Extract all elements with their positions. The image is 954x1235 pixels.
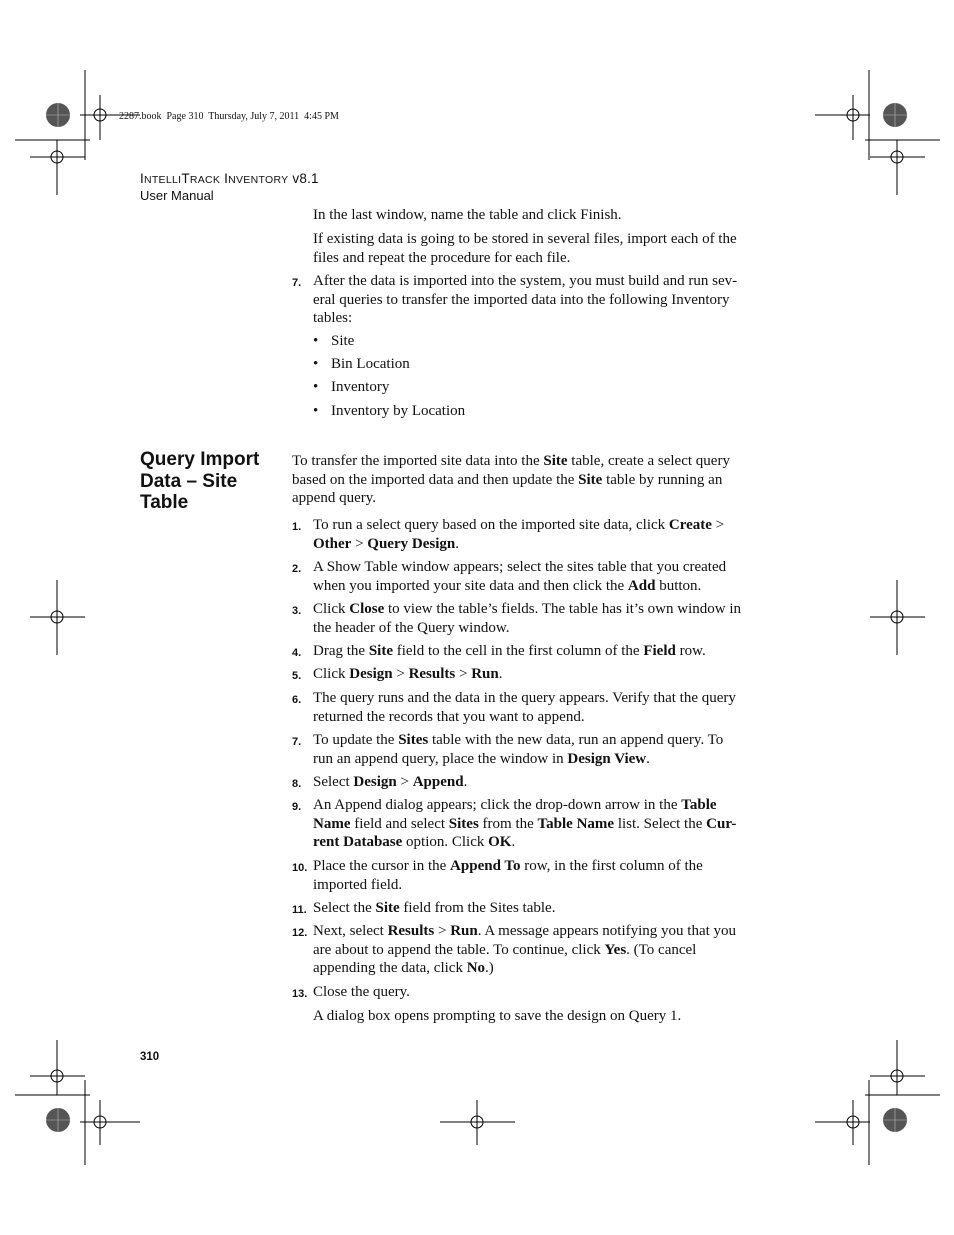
bullet-marker: • xyxy=(313,333,319,349)
step-number: 4. xyxy=(292,647,302,659)
print-info: 2287.book Page 310 Thursday, July 7, 2011 4:45 PM xyxy=(119,111,339,122)
step-number: 13. xyxy=(292,988,308,1000)
step-number: 2. xyxy=(292,563,302,575)
step-text: An Append dialog appears; click the drop-down arrow in the Table Name field and select Sites from the Table Name list. Select the Cur- rent Database option. Click OK. xyxy=(313,797,737,850)
step-number: 7. xyxy=(292,277,302,289)
step-text: Place the cursor in the Append To row, in the first column of the imported field. xyxy=(313,858,703,893)
intro-paragraph-2: If existing data is going to be stored in several files, import each of the files and repeat the procedure for each file. xyxy=(313,231,737,266)
list-item: Site xyxy=(331,333,355,349)
step-number: 10. xyxy=(292,862,308,874)
bullet-marker: • xyxy=(313,356,319,372)
step-text: After the data is imported into the system, you must build and run sev- eral queries to transfer the imported data into the following Inventory tables: xyxy=(313,273,738,326)
step-text: To run a select query based on the imported site data, click Create > Other > Query Design. xyxy=(313,517,725,552)
step-text: Close the query. xyxy=(313,984,410,1000)
step-text: Drag the Site field to the cell in the first column of the Field row. xyxy=(313,643,706,659)
page-number: 310 xyxy=(140,1051,160,1063)
step-text: Click Close to view the table’s fields. The table has it’s own window in the header of the Query window. xyxy=(313,601,741,636)
bullet-marker: • xyxy=(313,403,319,419)
step-text: Select Design > Append. xyxy=(313,774,468,790)
intro-paragraph-1: In the last window, name the table and click Finish. xyxy=(313,207,622,223)
section-intro: To transfer the imported site data into the Site table, create a select query based on the imported data and then update the Site table by running an append query. xyxy=(292,453,730,506)
list-item: Bin Location xyxy=(331,356,410,372)
step-number: 9. xyxy=(292,801,302,813)
bullet-marker: • xyxy=(313,379,319,395)
step-number: 3. xyxy=(292,605,302,617)
step-text: To update the Sites table with the new data, run an append query. To run an append query, place the window in Design View. xyxy=(313,732,724,767)
step-text: A Show Table window appears; select the sites table that you created when you imported your site data and then click the Add button. xyxy=(313,559,727,594)
running-header-title: INTELLITRACK INVENTORY v8.1 xyxy=(140,171,319,186)
step-number: 5. xyxy=(292,670,302,682)
closing-paragraph: A dialog box opens prompting to save the design on Query 1. xyxy=(313,1008,682,1024)
step-number: 1. xyxy=(292,521,302,533)
step-number: 8. xyxy=(292,778,302,790)
step-text: The query runs and the data in the query appears. Verify that the query returned the records that you want to append. xyxy=(313,690,736,725)
list-item: Inventory xyxy=(331,379,390,395)
step-number: 6. xyxy=(292,694,302,706)
section-heading: Query Import Data – Site Table xyxy=(140,449,260,513)
list-item: Inventory by Location xyxy=(331,403,466,419)
step-number: 12. xyxy=(292,927,308,939)
step-number: 7. xyxy=(292,736,302,748)
step-text: Select the Site field from the Sites table. xyxy=(313,900,556,916)
step-number: 11. xyxy=(292,904,307,916)
step-text: Next, select Results > Run. A message appears notifying you that you are about to append the table. To continue, click Yes. (To cancel appending the data, click No.) xyxy=(313,923,737,976)
step-text: Click Design > Results > Run. xyxy=(313,666,503,682)
running-header-subtitle: User Manual xyxy=(140,188,214,203)
